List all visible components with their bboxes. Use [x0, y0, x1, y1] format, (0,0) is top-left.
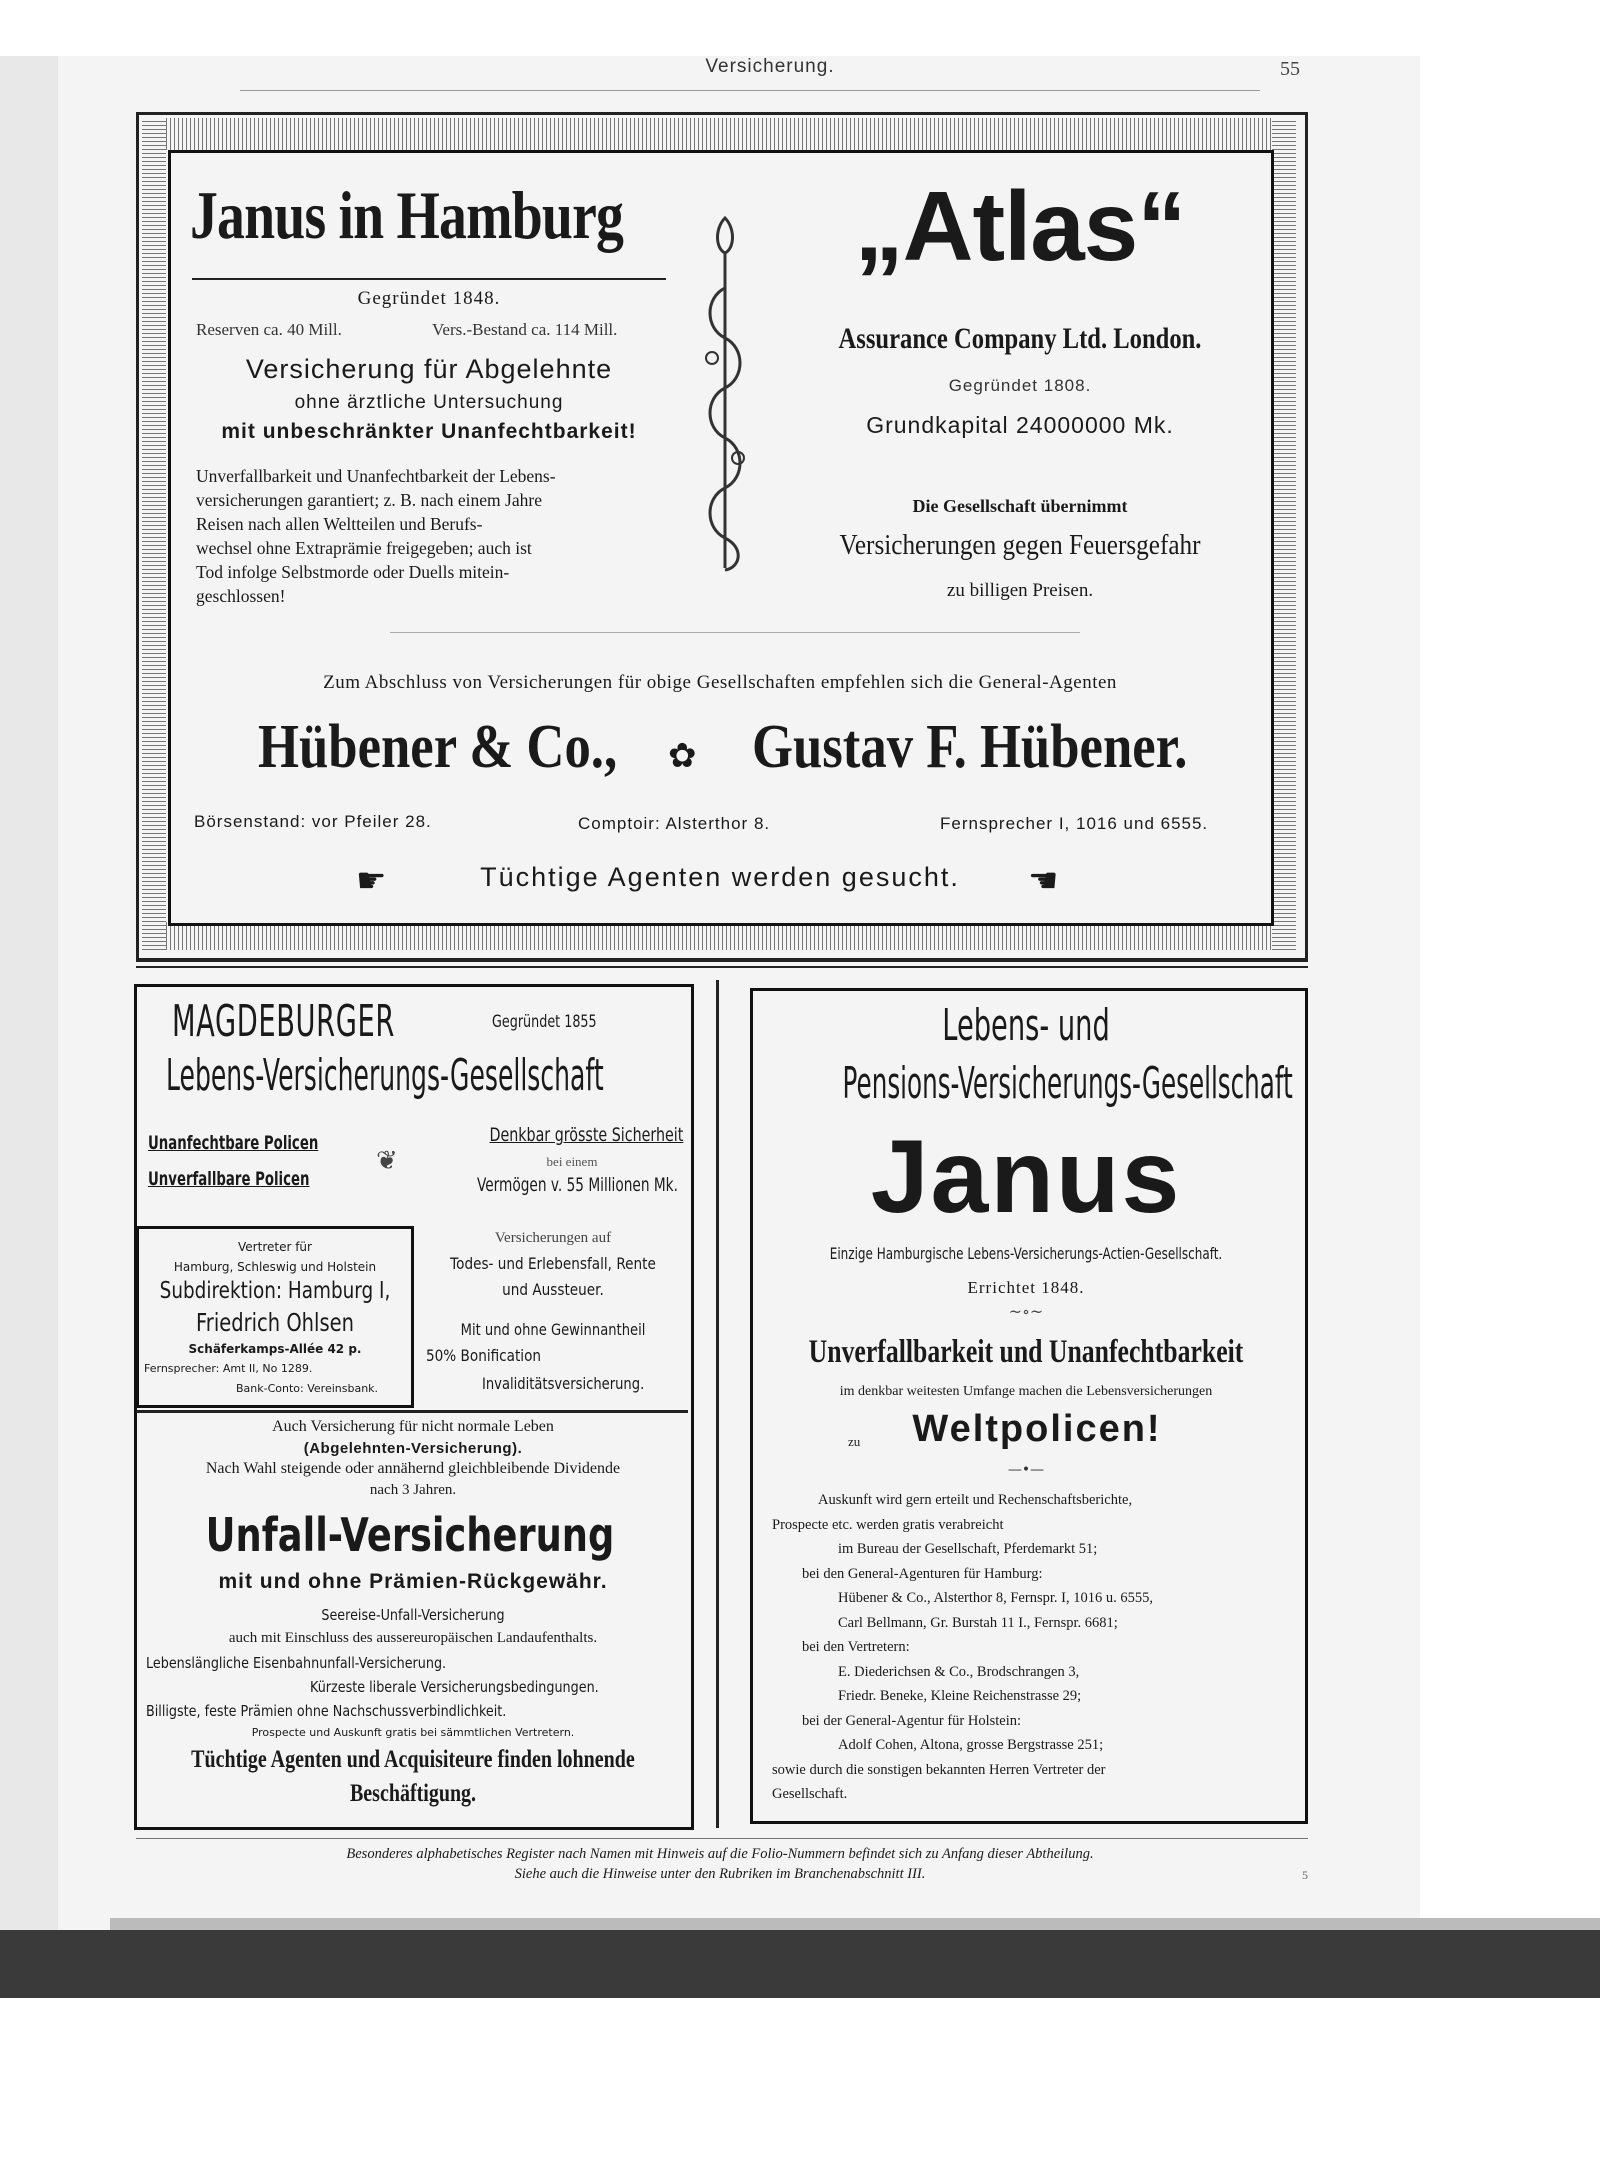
mag-u2: auch mit Einschluss des aussereuropäischen Landaufenthalts.	[228, 1630, 598, 1646]
jp-unverfallbarkeit: Unverfallbarkeit und Unanfechtbarkeit	[808, 1334, 1244, 1370]
agent-huebener-co: Hübener & Co.,	[258, 713, 618, 781]
agents-boerse: Börsenstand: vor Pfeiler 28.	[194, 812, 432, 831]
separator-double-rule	[136, 958, 1308, 962]
mag-ins-3: und Aussteuer.	[502, 1280, 604, 1299]
janus-line-unbeschraenkt: mit unbeschränkter Unanfechtbarkeit!	[221, 420, 637, 443]
scan-bottom-shadow	[110, 1918, 1600, 1930]
mag-lower-2: (Abgelehnten-Versicherung).	[303, 1440, 523, 1457]
mag-divider	[136, 1410, 688, 1413]
scan-left-edge	[0, 56, 67, 1994]
mag-u6: Prospecte und Auskunft gratis bei sämmtlichen Vertretern.	[251, 1726, 575, 1739]
jp-info-line: bei den General-Agenturen für Hamburg:	[802, 1565, 1043, 1582]
atlas-founded: Gegründet 1808.	[948, 376, 1092, 395]
rep-region: Hamburg, Schleswig und Holstein	[173, 1260, 377, 1274]
janus-body-line: versicherungen garantiert; z. B. nach einem Jahre	[196, 490, 542, 510]
jp-extent: im denkbar weitesten Umfange machen die Lebensversicherungen	[839, 1384, 1213, 1399]
janus-body-line: Tod infolge Selbstmorde oder Duells mitein-	[196, 562, 510, 582]
top-ad-border-hatch-right	[1272, 118, 1296, 950]
footer-mark: 5	[1302, 1868, 1308, 1882]
jp-info-line: Carl Bellmann, Gr. Burstah 11 I., Fernspr. 6681;	[838, 1614, 1118, 1631]
janus-bestand: Vers.-Bestand ca. 114 Mill.	[432, 320, 618, 339]
column-separator	[716, 980, 719, 1828]
magdeburger-security-2: bei einem	[546, 1154, 598, 1169]
jp-info-line: Gesellschaft.	[772, 1786, 848, 1802]
rep-label: Vertreter für	[238, 1240, 312, 1254]
agent-gustav-huebener: Gustav F. Hübener.	[752, 713, 1188, 781]
rep-bank: Bank-Conto: Vereinsbank.	[236, 1382, 379, 1395]
janus-line-abgelehnte: Versicherung für Abgelehnte	[245, 354, 613, 384]
janus-body-line: Unverfallbarkeit und Unanfechtbarkeit der Lebens-	[196, 466, 556, 486]
footer-line-1: Besonderes alphabetisches Register nach Namen mit Hinweis auf die Folio-Nummern befindet sich zu Anfang dieser Abtheilung.	[346, 1846, 1094, 1862]
jp-info-line: bei der General-Agentur für Holstein:	[802, 1712, 1022, 1729]
mag-gw-1: Mit und ohne Gewinnantheil	[460, 1320, 646, 1339]
magdeburger-subtitle: Lebens-Versicherungs-Gesellschaft	[166, 1050, 604, 1101]
jp-info-line: Prospecte etc. werden gratis verabreicht	[772, 1516, 1004, 1533]
jp-info-line: im Bureau der Gesellschaft, Pferdemarkt 51;	[838, 1541, 1098, 1557]
mag-u3: Lebenslängliche Eisenbahnunfall-Versicherung.	[146, 1654, 447, 1672]
mag-lower-3: Nach Wahl steigende oder annähernd gleichbleibende Dividende	[205, 1460, 621, 1477]
jp-name: Janus	[870, 1119, 1182, 1235]
atlas-line3: zu billigen Preisen.	[946, 580, 1094, 601]
jp-info-line: bei den Vertretern:	[802, 1639, 910, 1655]
page-number: 55	[1280, 58, 1300, 80]
top-ad-border-hatch-left	[142, 118, 166, 950]
scan-right-margin	[1420, 56, 1600, 1994]
janus-body-line: geschlossen!	[196, 586, 286, 606]
mag-gw-2: 50% Bonification	[426, 1346, 542, 1365]
jp-title-2: Pensions-Versicherungs-Gesellschaft	[842, 1058, 1293, 1109]
mag-u4: Kürzeste liberale Versicherungsbedingungen.	[310, 1678, 599, 1696]
atlas-capital: Grundkapital 24000000 Mk.	[866, 412, 1174, 438]
janus-founded: Gegründet 1848.	[357, 288, 501, 309]
magdeburger-security-1: Denkbar grösste Sicherheit	[489, 1124, 684, 1146]
jp-info	[772, 1488, 1292, 1807]
mag-u5: Billigste, feste Prämien ohne Nachschussverbindlichkeit.	[146, 1702, 507, 1720]
mag-unfall-sub: mit und ohne Prämien-Rückgewähr.	[218, 1570, 608, 1593]
jp-info-line: Hübener & Co., Alsterthor 8, Fernspr. I, 1016 u. 6555,	[838, 1590, 1153, 1606]
mag-lower-1: Auch Versicherung für nicht normale Leben	[272, 1418, 554, 1435]
janus-body	[196, 464, 666, 608]
atlas-title: „Atlas“	[854, 171, 1186, 281]
jp-info-line: Friedr. Beneke, Kleine Reichenstrasse 29;	[838, 1688, 1082, 1704]
mag-gw-3: Invaliditätsversicherung.	[482, 1374, 645, 1393]
rep-subdirektion: Subdirektion: Hamburg I,	[159, 1278, 391, 1304]
janus-reserves: Reserven ca. 40 Mill.	[196, 320, 342, 339]
magdeburger-policy-2: Unverfallbare Policen	[148, 1168, 310, 1190]
jp-est: Errichtet 1848.	[967, 1278, 1085, 1297]
jp-title-1: Lebens- und	[942, 1000, 1110, 1051]
running-header: Versicherung.	[705, 56, 835, 77]
mag-ins-2: Todes- und Erlebensfall, Rente	[450, 1254, 656, 1273]
footer-rule	[136, 1838, 1308, 1839]
flower-icon: ✿	[668, 736, 697, 776]
jp-weltpolicen: Weltpolicen!	[912, 1408, 1162, 1450]
top-ad-border-hatch-bottom	[142, 922, 1298, 950]
pointing-hand-left-icon: ☛	[1028, 861, 1059, 901]
footer-line-2: Siehe auch die Hinweise unter den Rubriken im Branchenabschnitt III.	[514, 1866, 926, 1882]
rep-address: Schäferkamps-Allée 42 p.	[188, 1342, 362, 1356]
janus-hamburg-title: Janus in Hamburg	[190, 177, 624, 253]
atlas-line2: Versicherungen gegen Feuersgefahr	[839, 530, 1201, 561]
mag-ins-1: Versicherungen auf	[494, 1230, 612, 1246]
magdeburger-security-3: Vermögen v. 55 Millionen Mk.	[476, 1174, 678, 1196]
atlas-line1: Die Gesellschaft übernimmt	[912, 496, 1128, 516]
jp-info-line: sowie durch die sonstigen bekannten Herren Vertreter der	[772, 1761, 1106, 1778]
pointing-hand-right-icon: ☛	[356, 861, 387, 901]
ornament-icon: ❦	[376, 1146, 398, 1176]
agents-comptoir: Comptoir: Alsterthor 8.	[578, 814, 771, 833]
rep-phone: Fernsprecher: Amt II, No 1289.	[144, 1362, 313, 1375]
janus-title-rule	[192, 278, 666, 280]
agents-intro: Zum Abschluss von Versicherungen für obige Gesellschaften empfehlen sich die General-Agenten	[323, 672, 1117, 693]
magdeburger-founded: Gegründet 1855	[492, 1012, 597, 1032]
ornament-dash-icon: —•—	[1007, 1462, 1045, 1478]
atlas-subtitle: Assurance Company Ltd. London.	[838, 322, 1202, 355]
header-rule	[240, 90, 1260, 91]
jp-info-line: Adolf Cohen, Altona, grosse Bergstrasse 251;	[838, 1737, 1104, 1753]
jp-zu: zu	[848, 1434, 861, 1449]
magdeburger-title: MAGDEBURGER	[172, 996, 395, 1047]
mag-unfall-title: Unfall-Versicherung	[205, 1508, 615, 1562]
jp-info-line: Auskunft wird gern erteilt und Rechenschaftsberichte,	[818, 1492, 1133, 1508]
scan-bottom-edge	[0, 1930, 1600, 1998]
mag-u8: Beschäftigung.	[349, 1780, 477, 1807]
agents-wanted: Tüchtige Agenten werden gesucht.	[480, 862, 960, 892]
magdeburger-policy-1: Unanfechtbare Policen	[148, 1132, 319, 1154]
floral-ornament-icon	[700, 208, 750, 578]
jp-only: Einzige Hamburgische Lebens-Versicherungs-Actien-Gesellschaft.	[829, 1244, 1223, 1263]
ornament-swirl-icon: ~∘~	[1008, 1302, 1044, 1321]
jp-info-line: E. Diederichsen & Co., Brodschrangen 3,	[838, 1663, 1080, 1680]
janus-line-ohne: ohne ärztliche Untersuchung	[294, 392, 564, 413]
rep-name: Friedrich Ohlsen	[196, 1308, 354, 1337]
agents-phone: Fernsprecher I, 1016 und 6555.	[940, 814, 1209, 833]
top-ad-border-hatch-top	[142, 118, 1298, 150]
mag-lower-4: nach 3 Jahren.	[369, 1482, 457, 1498]
janus-body-line: Reisen nach allen Weltteilen und Berufs-	[196, 514, 483, 534]
top-ad-dotted-rule	[390, 632, 1080, 633]
separator-double-rule-2	[136, 966, 1308, 968]
mag-u1: Seereise-Unfall-Versicherung	[321, 1606, 505, 1624]
mag-u7: Tüchtige Agenten und Acquisiteure finden lohnende	[191, 1746, 635, 1773]
janus-body-line: wechsel ohne Extraprämie freigegeben; auch ist	[196, 538, 532, 558]
